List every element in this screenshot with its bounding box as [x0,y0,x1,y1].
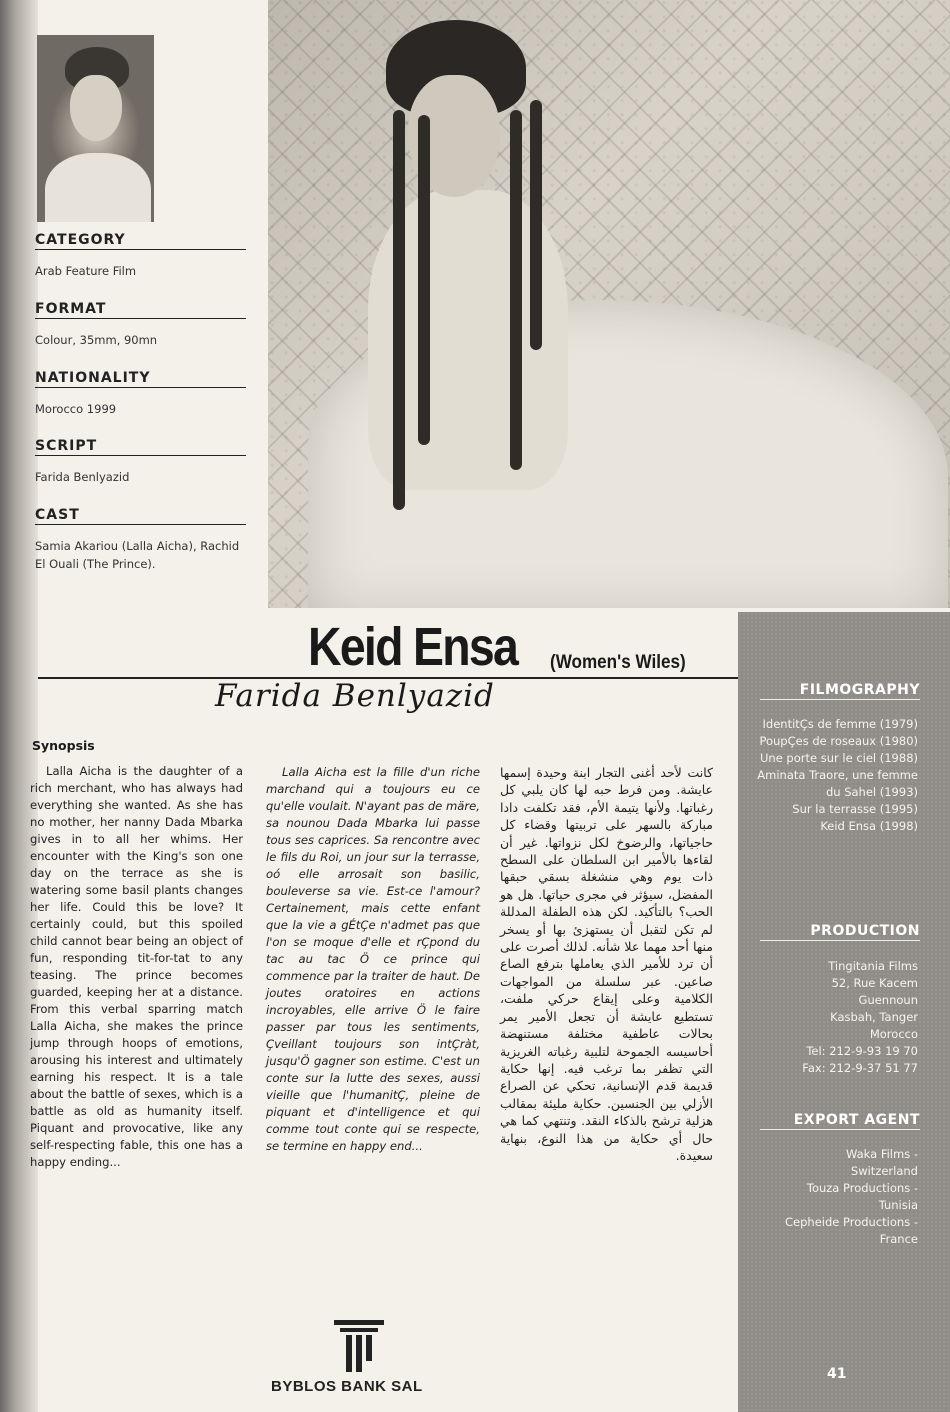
director-name: Farida Benlyazid [215,678,495,714]
format-label: FORMAT [35,301,246,319]
synopsis-french: Lalla Aicha est la fille d'un riche marchand qui a toujours eu ce qu'elle voulait. N'ayant pas de märe, sa nounou Dada Mbarka lui passe tous ses caprices. Sa rencontre avec le fils du Roi, un jour sur la terrasse, oó elle arrosait son basilic, bouleverse sa vie. Est-ce l'amour? Certainement, mais cette enfant que la vie a gÉtÇe n'admet pas que l'on se moque d'elle et rÇpond du tac au tac Ö ce prince qui commence par la traiter de haut. De joutes oratoires en actions incroyables, elle arrive Ö le faire passer par tous les sentiments, Çveillant toujours son intÇràt, jusqu'Ö gagner son estime. C'est un conte sur la lutte des sexes, aussi vieille que l'humanitÇ, pleine de piquant et d'intelligence et qui comme tout conte qui se respecte, se termine en happy end... [266,765,480,1153]
category-label: CATEGORY [35,232,246,250]
production-info: Tingitania Films 52, Rue Kacem Guennoun Kasbah, Tanger Morocco Tel: 212-9-93 19 70 Fax: 212-9-37 51 77 [802,959,918,1075]
filmography-heading: FILMOGRAPHY [760,682,920,700]
cast-value: Samia Akariou (Lalla Aicha), Rachid El Ouali (The Prince). [35,539,240,571]
script-section [35,438,246,486]
script-value: Farida Benlyazid [35,470,130,484]
film-subtitle: (Women's Wiles) [550,652,686,673]
synopsis-heading: Synopsis [32,738,95,753]
photo-braid [418,115,430,445]
script-label: SCRIPT [35,438,246,456]
format-value: Colour, 35mm, 90mn [35,333,158,347]
cast-label: CAST [35,507,246,525]
page-number: 41 [827,1366,847,1382]
film-title: Keid Ensa [308,617,518,677]
sponsor-name: BYBLOS BANK SAL [271,1378,423,1395]
info-sidebar [738,612,950,1412]
format-section [35,301,246,349]
nationality-label: NATIONALITY [35,370,246,388]
cast-section [35,507,246,573]
portrait-body [45,153,151,222]
export-agent-heading: EXPORT AGENT [760,1112,920,1130]
filmography-list: IdentitÇs de femme (1979) PoupÇes de roseaux (1980) Une porte sur le ciel (1988) Aminata Traore, une femme du Sahel (1993) Sur la terrasse (1995) Keid Ensa (1998) [757,717,918,833]
category-value: Arab Feature Film [35,264,137,278]
nationality-value: Morocco 1999 [35,402,117,416]
production-heading: PRODUCTION [760,923,920,941]
binding-shadow [0,0,38,1412]
byblos-column-icon [332,1318,386,1374]
director-portrait [37,35,154,222]
photo-braid [510,110,522,470]
film-still-photo [268,0,950,608]
synopsis-arabic: كانت لأحد أغنى التجار ابنة وحيدة إسمها عايشة. ومن فرط حبه لها كان يلبي كل رغباتها. ولأنها يتيمة الأم، فقد تكلفت دادا مباركة بالسهر على تربيتها وقضاء كل حاجياتها، والرضوخ لكل نزواتها. غير أن لقاءها بالأمير ابن السلطان على السطح ذات يوم وهي منشغلة بسقي حبقها المفضل، سيؤثر في مجرى حياتها. هل هو الحب؟ بالتأكيد. لكن هذه الطفلة المدللة لم تكن لتقبل أن يستهزئ بها أو يسخر منها أحد مهما علا شأنه. لذلك أصرت على أن ترد للأمير الذي يعاملها بترفع الصاع صاعين. عبر سلسلة من المواجهات الكلامية وعلى إيقاع حركي ملفت، تستطيع عايشة أن تجعل الأمير يمر بحالات عاطفية مختلفة مستنهضة أحاسيسه الجموحة لتلبية رغباته الغريزية التي تظفر بما ترغب فيه. إنها حكاية قديمة قدم الإنسانية، تحكي عن الصراع الأزلي بين الجنسين. حكاية مليئة بمقالب هزلية ترشح بالذكاء النقد. وتنتهي كما هي حال أي حكاية من هذا النوع، بنهاية سعيدة. [500,765,713,1163]
synopsis-english: Lalla Aicha is the daughter of a rich merchant, who has always had everything she wanted. As she has no mother, her nanny Dada Mbarka gives in to all her whims. Her encounter with the King's son one day on the terrace as she is watering some basil plants changes her life. Could this be love? It certainly could, but this spoiled child cannot bear being an object of fun, responding tit-for-tat to any teasing. The prince becomes guarded, keeping her at a distance. From this verbal sparring match Lalla Aicha, she makes the prince jump through hoops of emotions, arousing his interest and ultimately earning his respect. It is a tale about the battle of sexes, which is a battle as old as humanity itself. Piquant and provocative, like any self-respecting fable, this one has a happy ending... [30,764,243,1169]
nationality-section [35,370,246,418]
category-section [35,232,246,280]
export-agent-info: Waka Films - Switzerland Touza Productions - Tunisia Cepheide Productions - France [785,1147,918,1246]
photo-braid [530,100,542,350]
portrait-face [70,75,122,141]
photo-braid [393,110,405,510]
